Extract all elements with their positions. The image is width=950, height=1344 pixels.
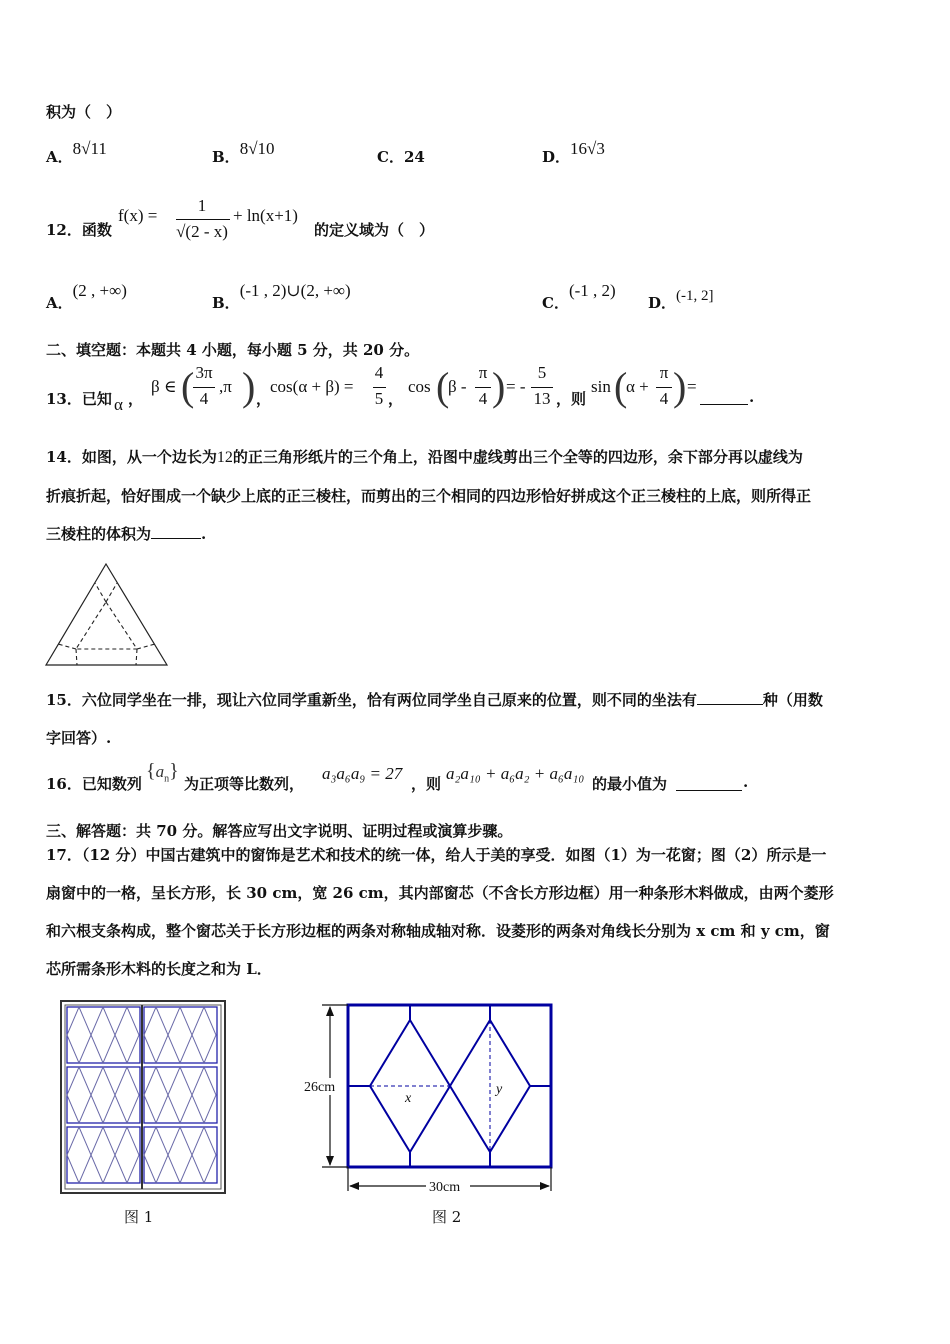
q13-frac1-bar [193, 387, 215, 388]
section-2-heading: 二、填空题：本题共 4 小题，每小题 5 分，共 20 分。 [46, 341, 420, 359]
outer-triangle [46, 564, 167, 665]
width-label: 30cm [429, 1180, 461, 1195]
q16-lead: 16．已知数列 [46, 775, 142, 793]
q13-paren-r1: ) [242, 364, 256, 409]
q13-frac2-bar [373, 387, 386, 388]
q13-comma-3: ， [388, 390, 404, 408]
q13-sin: sin [591, 377, 611, 396]
q13-frac2-den: 5 [374, 389, 384, 408]
q16-end: . [743, 773, 749, 791]
q12-option-b[interactable]: B．(-1 , 2)∪(2, +∞) [212, 281, 351, 312]
q13-frac2-num: 4 [374, 363, 384, 382]
label-x: x [405, 1091, 412, 1106]
q13-answer-blank[interactable] [700, 404, 748, 405]
label-y: y [496, 1082, 503, 1097]
q14-triangle-figure [44, 560, 170, 670]
q13-paren-l2: ( [436, 364, 450, 409]
q16-then: ，则 [411, 775, 442, 793]
q13-then: ，则 [556, 390, 587, 408]
q13-frac5-num: π [659, 363, 669, 382]
q16-answer-blank[interactable] [676, 790, 742, 791]
q13-comma-1: ， [128, 390, 144, 408]
figure-2-window-cell [300, 998, 562, 1198]
q13-frac5-den: 4 [659, 389, 669, 408]
q17-paragraph: 17．（12 分）中国古建筑中的窗饰是艺术和技术的统一体，给人于美的享受．如图（1）为一花窗；图（2）所示是一 扇窗中的一格，呈长方形，长 30 cm，宽 26 cm，其内部窗芯（不含长方形边框）用一种条形木料做成，由两个菱形 和六根支条构成，整个窗芯关于长方形边框的两条对称轴成轴对称．设菱形的两条对角线长分别为 x cm 和 y cm，窗 芯所需条形木料的长度之和为 L． [46, 846, 834, 978]
q13-cos-b: cos [408, 377, 431, 396]
q13-frac3-den: 4 [478, 389, 488, 408]
q13-paren-r2: ) [492, 364, 506, 409]
q12-option-a[interactable]: A．(2 , +∞) [46, 281, 127, 312]
q12-func-rhs: + ln(x+1) [233, 206, 298, 225]
q13-lead: 13．已知 [46, 390, 112, 408]
q13-frac3-bar [475, 387, 491, 388]
q11-option-c[interactable]: C．24 [377, 148, 425, 166]
q12-func-lhs: f(x) = [118, 206, 158, 225]
q13-paren-l1: ( [181, 364, 195, 409]
q16-mid: 为正项等比数列， [184, 775, 305, 793]
q13-eq: = [687, 377, 697, 396]
q13-cos-ab: cos(α + β) = [270, 377, 354, 396]
q13-paren-r3: ) [673, 364, 687, 409]
q13-frac1-den: 4 [199, 389, 209, 408]
q13-frac5-bar [656, 387, 672, 388]
q15-paragraph: 15．六位同学坐在一排，现让六位同学重新坐，恰有两位同学坐自己原来的位置，则不同的坐法有 种（用数 字回答）. [46, 691, 823, 747]
q12-frac-num: 1 [197, 196, 207, 215]
q16-expression: a₂a₁₀ + a₆a₂ + a₆a₁₀ [446, 764, 585, 783]
q13-alpha-plus: α + [626, 377, 649, 396]
q13-paren-l3: ( [614, 364, 628, 409]
q13-end: . [749, 388, 755, 406]
section-3-heading: 三、解答题：共 70 分。解答应写出文字说明、证明过程或演算步骤。 [46, 822, 513, 840]
height-label: 26cm [304, 1080, 336, 1095]
q11-option-b[interactable]: B．8√10 [212, 139, 275, 166]
q13-beta-set: β ∈ [151, 377, 177, 396]
q12-option-c[interactable]: C．(-1 , 2) [542, 281, 616, 312]
q11-tail: 积为（ ） [46, 103, 122, 121]
q13-beta-minus: β - [448, 377, 467, 396]
q12-number: 12．函数 [46, 221, 112, 239]
q14-paragraph: 14．如图，从一个边长为12的正三角形纸片的三个角上，沿图中虚线剪出三个全等的四边形，余下部分再以虚线为 折痕折起，恰好围成一个缺少上底的正三棱柱，而剪出的三个相同的四边形恰好拼成这个正三棱柱的上底，则所得正 三棱柱的体积为 . [46, 448, 812, 543]
q16-sequence: $\{a_n\}$ [146, 760, 179, 785]
figure-2-caption: 图 2 [432, 1208, 462, 1226]
figure-1-window [60, 1000, 226, 1195]
figure-1-caption: 图 1 [124, 1208, 154, 1226]
q12-tail: 的定义域为（ ） [314, 221, 435, 239]
q13-frac3-num: π [478, 363, 488, 382]
q12-frac-den: √(2 - x) [176, 222, 228, 241]
q11-option-a[interactable]: A．8√11 [46, 139, 107, 166]
q14-answer-blank[interactable] [151, 524, 201, 539]
q12-frac-bar [176, 219, 230, 220]
q13-frac4-den: 13 [533, 389, 551, 408]
q11-option-d[interactable]: D．16√3 [542, 139, 605, 166]
q13-frac1-num: 3π [195, 363, 213, 382]
q13-comma-2: ， [256, 390, 272, 408]
q13-eq-neg: = - [506, 377, 526, 396]
q13-frac4-num: 5 [537, 363, 547, 382]
q13-frac4-bar [531, 387, 553, 388]
cut-lines [58, 583, 155, 665]
q16-condition: a₃a₆a₉ = 27 [322, 764, 403, 783]
q16-tail: 的最小值为 [592, 775, 668, 793]
q13-alpha: α [114, 395, 123, 414]
inner-triangle-dashed [76, 602, 137, 649]
q15-answer-blank[interactable] [697, 690, 763, 705]
q12-option-d[interactable]: D．(-1, 2] [648, 288, 714, 312]
rhombus-left [370, 1020, 450, 1152]
q13-pi: ,π [219, 377, 232, 396]
